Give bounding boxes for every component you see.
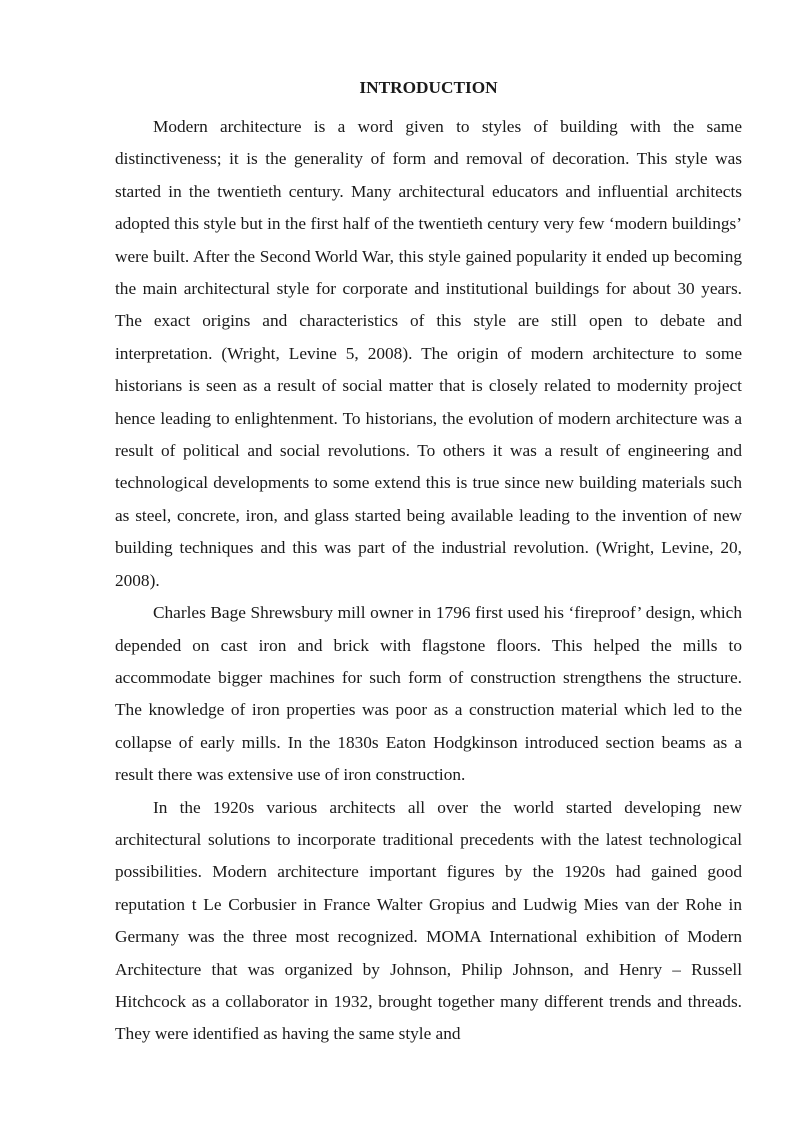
paragraph-modern-architecture: Modern architecture is a word given to styles of building with the same distinctiveness; it is the generality of form and removal of decoration. This style was started in the twentieth century. Many architectural educators and influential architects adopted this style but in the first half of the twentieth century very few ‘modern buildings’ were built. After the Second World War, this style gained popularity it ended up becoming the main architectural style for corporate and institutional buildings for about 30 years. The exact origins and characteristics of this style are still open to debate and interpretation. (Wright, Levine 5, 2008). The origin of modern architecture to some historians is seen as a result of social matter that is closely related to modernity project hence leading to enlightenment. To historians, the evolution of modern architecture was a result of political and social revolutions. To others it was a result of engineering and technological developments to some extend this is true since new building materials such as steel, concrete, iron, and glass started being available leading to the invention of new building techniques and this was part of the industrial revolution. (Wright, Levine, 20, 2008). xyxy=(115,117,742,590)
paragraph-charles-bage: Charles Bage Shrewsbury mill owner in 1796 first used his ‘fireproof’ design, which depended on cast iron and brick with flagstone floors. This helped the mills to accommodate bigger machines for such form of construction strengthens the structure. The knowledge of iron properties was poor as a construction material which led to the collapse of early mills. In the 1830s Eaton Hodgkinson introduced section beams as a result there was extensive use of iron construction. xyxy=(115,603,742,785)
document-body xyxy=(115,74,742,1051)
paragraph-1920s-architects: In the 1920s various architects all over the world started developing new architectural solutions to incorporate traditional precedents with the latest technological possibilities. Modern architecture important figures by the 1920s had gained good reputation t Le Corbusier in France Walter Gropius and Ludwig Mies van der Rohe in Germany was the three most recognized. MOMA International exhibition of Modern Architecture that was organized by Johnson, Philip Johnson, and Henry – Russell Hitchcock as a collaborator in 1932, brought together many different trends and threads. They were identified as having the same style and xyxy=(115,797,742,1044)
section-heading: INTRODUCTION xyxy=(359,78,498,97)
